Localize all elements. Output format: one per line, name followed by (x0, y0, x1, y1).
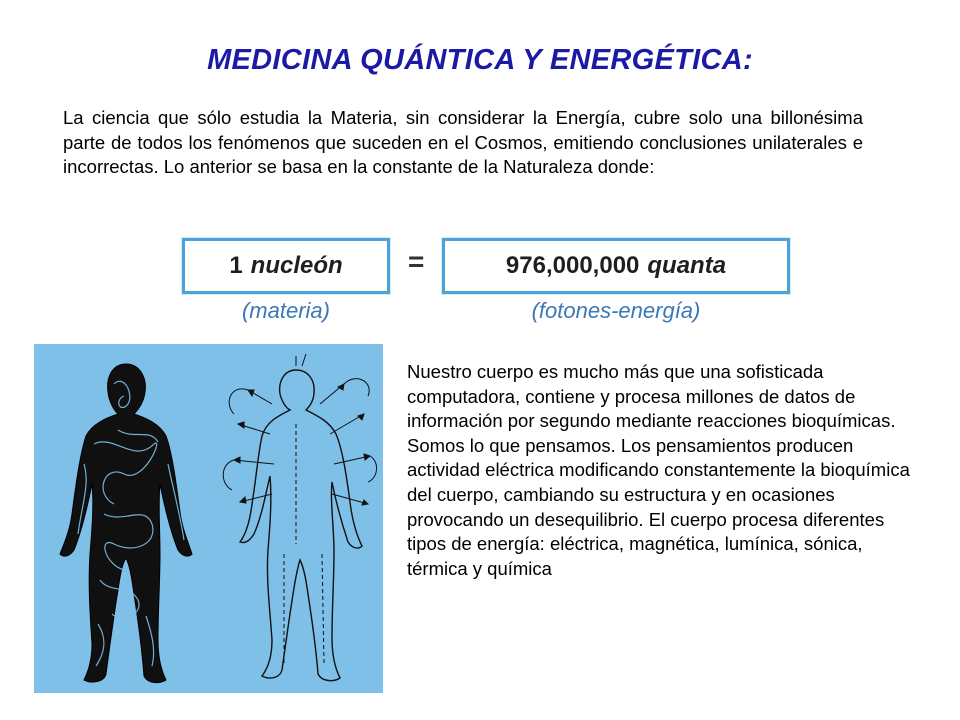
meridian-arrows (234, 384, 370, 664)
quanta-number: 976,000,000 (505, 252, 640, 279)
nucleon-unit: nucleón (250, 252, 343, 279)
intro-paragraph: La ciencia que sólo estudia la Materia, sin considerar la Energía, cubre solo una billonésima parte de todos los fenómenos que suceden en el Cosmos, emitiendo conclusiones unilaterales e incorrectas. Lo anterior se basa en la constante de la Naturaleza donde: (63, 107, 863, 177)
equals-sign: = (408, 246, 425, 277)
nucleon-box (182, 238, 390, 294)
energy-caption: (fotones-energía) (531, 298, 701, 323)
nucleon-equation (180, 236, 800, 331)
human-figures-drawing (34, 344, 383, 693)
quanta-box (442, 238, 790, 294)
quanta-unit: quanta (647, 252, 727, 279)
meridian-body-figure (240, 370, 362, 681)
meridian-loops (223, 354, 376, 490)
nucleon-number: 1 (229, 252, 243, 279)
matter-caption: (materia) (241, 298, 330, 323)
body-paragraph: Nuestro cuerpo es mucho más que una sofisticada computadora, contiene y procesa millones de datos de información por segundo mediante reacciones bioquímicas. Somos lo que pensamos. Los pensamientos producen actividad eléctrica modificando constantemente la bioquímica del cuerpo, cambiando su estructura y en ocasiones provocando un desequilibrio. El cuerpo procesa diferentes tipos de energía: eléctrica, magnética, lumínica, sónica, térmica y química (407, 361, 910, 579)
energy-body-illustration (34, 344, 383, 693)
page-title: MEDICINA QUÁNTICA Y ENERGÉTICA: (207, 44, 753, 76)
